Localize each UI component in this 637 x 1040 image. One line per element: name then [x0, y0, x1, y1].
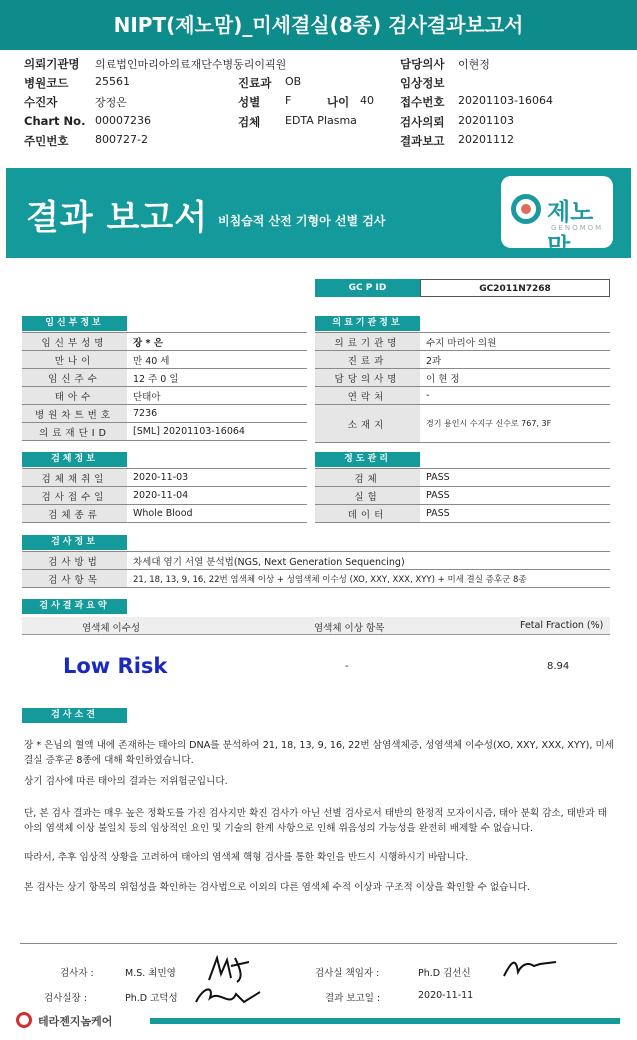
- dept-value: OB: [285, 75, 302, 88]
- row-label: 의료재단ID: [22, 423, 127, 441]
- row-value: 2020-11-04: [127, 487, 307, 505]
- footer-bar: [150, 1018, 620, 1024]
- table-row: [315, 469, 610, 487]
- specimen-label: 검체: [238, 115, 261, 129]
- row-value: 21, 18, 13, 9, 16, 22번 염색체 이상 + 성염색체 이수성 (XO, XXY, XXX, XYY) + 미세 결실 증후군 8종: [127, 570, 610, 588]
- receipt-label: 접수번호: [400, 95, 445, 109]
- row-label: 검사접수일: [22, 487, 127, 505]
- row-value: 장 * 은: [127, 333, 307, 351]
- findings-paragraph: 상기 검사에 따른 태아의 결과는 저위험군입니다.: [24, 776, 228, 787]
- lab-chief-signature: [190, 982, 265, 1012]
- row-label: 진료과: [315, 351, 420, 369]
- findings-paragraph: 장 * 은님의 혈액 내에 존재하는 태아의 DNA를 분석하여 21, 18, 13, 9, 16, 22번 삼염색체증, 성염색체 이수성(XO, XXY, XXX, XYY), 미세 결실 증후군 8종에 대해 확인하였습니다.: [24, 740, 614, 766]
- table-row: [22, 333, 307, 351]
- table-row: [315, 487, 610, 505]
- row-label: 병원차트번호: [22, 405, 127, 423]
- teragen-logo-icon: [16, 1012, 32, 1028]
- table-row: [22, 469, 307, 487]
- qc-tab: 정도관리: [315, 452, 420, 467]
- request-date-value: 20201103: [458, 114, 514, 127]
- table-row: [22, 487, 307, 505]
- summary-col-fetal-fraction: Fetal Fraction (%): [520, 620, 604, 631]
- row-value: 만 40 세: [127, 351, 307, 369]
- header-info: [0, 52, 637, 160]
- row-label: 임신부성명: [22, 333, 127, 351]
- pregnant-info-table: [22, 332, 307, 441]
- chart-label: Chart No.: [24, 114, 86, 128]
- qc-table: [315, 468, 610, 523]
- patient-value: 장정은: [95, 96, 127, 109]
- lab-manager-name: Ph.D 김선신: [418, 968, 471, 979]
- logo-subtext: GENOMOM: [551, 224, 604, 232]
- report-date-value: 2020-11-11: [418, 990, 474, 1001]
- lab-chief-name: Ph.D 고덕성: [125, 993, 178, 1004]
- test-info-tab: 검사정보: [22, 535, 127, 550]
- row-value: 12 주 0 일: [127, 369, 307, 387]
- sex-value: F: [285, 94, 292, 107]
- row-value: 2020-11-03: [127, 469, 307, 487]
- table-row: [22, 387, 307, 405]
- summary-tab: 검사결과요약: [22, 599, 127, 614]
- specimen-value: EDTA Plasma: [285, 114, 357, 127]
- report-date-label: 결과보고: [400, 134, 445, 148]
- findings-tab: 검사소견: [22, 708, 127, 723]
- row-value: -: [420, 387, 610, 405]
- specimen-info-tab: 검체정보: [22, 452, 127, 467]
- report-title: NIPT(제노맘)_미세결실(8종) 검사결과보고서: [0, 0, 637, 50]
- company-name: 테라젠지놈케어: [38, 1015, 113, 1028]
- table-row: [22, 552, 610, 570]
- row-value: 7236: [127, 405, 307, 423]
- banner-title: 결과 보고서: [26, 198, 209, 238]
- row-value: 2과: [420, 351, 610, 369]
- age-label: 나이: [327, 95, 350, 109]
- table-row: [22, 405, 307, 423]
- id-label: 주민번호: [24, 134, 69, 148]
- tester-label: 검사자 :: [60, 968, 94, 979]
- table-row: [22, 351, 307, 369]
- report-date-label: 결과 보고일 :: [325, 993, 381, 1004]
- doctor-label: 담당의사: [400, 57, 445, 71]
- row-label: 의료기관명: [315, 333, 420, 351]
- gcpid-value: GC2011N7268: [420, 279, 610, 297]
- summary-col-abnormal: 염색체 이상 항목: [314, 623, 385, 634]
- table-row: [315, 333, 610, 351]
- table-row: [22, 369, 307, 387]
- row-label: 태아수: [22, 387, 127, 405]
- patient-label: 수진자: [24, 95, 58, 109]
- report-date-value: 20201112: [458, 133, 514, 146]
- clinical-info-label: 임상정보: [400, 76, 445, 90]
- row-label: 데이터: [315, 505, 420, 523]
- tester-name: M.S. 최민영: [125, 968, 176, 979]
- row-value: PASS: [420, 505, 610, 523]
- findings-paragraph: 단, 본 검사 결과는 매우 높은 정확도를 가진 검사지만 확진 검사가 아닌 선별 검사로서 태반의 한정적 모자이시즘, 태아 분획 감소, 태반과 태아의 염색체 이상 불일치 등의 임상적인 요인 및 기술의 한계 사항으로 인해 위음성의 가능성을 완전히 배제할 수 없습니다.: [24, 808, 607, 834]
- row-label: 소재지: [315, 405, 420, 443]
- result-fetal-fraction: 8.94: [547, 661, 570, 672]
- sex-label: 성별: [238, 95, 261, 109]
- row-label: 연락처: [315, 387, 420, 405]
- row-label: 검사항목: [22, 570, 127, 588]
- row-label: 담당의사명: [315, 369, 420, 387]
- row-value: PASS: [420, 487, 610, 505]
- summary-header: [22, 617, 610, 635]
- row-value: 이 현 정: [420, 369, 610, 387]
- row-value: Whole Blood: [127, 505, 307, 523]
- institution-info-tab: 의료기관정보: [315, 316, 420, 331]
- summary-col-aneuploidy: 염색체 이수성: [82, 623, 141, 634]
- row-value: 수지 마리아 의원: [420, 333, 610, 351]
- banner-subtitle: 비침습적 산전 기형아 선별 검사: [218, 214, 386, 228]
- row-label: 검체종류: [22, 505, 127, 523]
- row-label: 검체: [315, 469, 420, 487]
- genomom-logo-icon: [511, 194, 541, 224]
- row-label: 검체채취일: [22, 469, 127, 487]
- hospital-code-label: 병원코드: [24, 76, 69, 90]
- dept-label: 진료과: [238, 76, 272, 90]
- signature-divider: [20, 943, 617, 944]
- institution-label: 의뢰기관명: [24, 57, 80, 71]
- tester-signature: [205, 952, 255, 986]
- table-row: [22, 505, 307, 523]
- result-banner: [6, 168, 631, 261]
- table-row: [315, 369, 610, 387]
- hospital-code-value: 25561: [95, 75, 130, 88]
- table-row: [315, 351, 610, 369]
- table-row: [315, 387, 610, 405]
- row-value: 단태아: [127, 387, 307, 405]
- row-value: [SML] 20201103-16064: [127, 423, 307, 441]
- row-label: 검사방법: [22, 552, 127, 570]
- lab-chief-label: 검사실장 :: [44, 993, 87, 1004]
- table-row: [22, 423, 307, 441]
- pregnant-info-tab: 임신부정보: [22, 316, 127, 331]
- findings-paragraph: 본 검사는 상기 항목의 위험성을 확인하는 검사법으로 이외의 다른 염색체 수적 이상과 구조적 이상을 확인할 수 없습니다.: [24, 882, 530, 893]
- request-date-label: 검사의뢰: [400, 115, 445, 129]
- genomom-logo: [501, 176, 613, 261]
- age-value: 40: [360, 94, 374, 107]
- id-value: 800727-2: [95, 133, 148, 146]
- table-row: [315, 505, 610, 523]
- doctor-value: 이현정: [458, 58, 490, 71]
- findings-paragraph: 따라서, 추후 임상적 상황을 고려하여 태아의 염색체 핵형 검사를 통한 확인을 반드시 시행하시기 바랍니다.: [24, 852, 469, 863]
- table-row: [22, 570, 610, 588]
- lab-manager-label: 검사실 책임자 :: [315, 968, 380, 979]
- chart-value: 00007236: [95, 114, 151, 127]
- result-abnormal: -: [345, 661, 349, 672]
- row-value: 차세대 염기 서열 분석법(NGS, Next Generation Sequencing): [127, 552, 610, 570]
- receipt-value: 20201103-16064: [458, 94, 553, 107]
- logo-text: 제노맘: [547, 198, 594, 261]
- row-value: 경기 용인시 수지구 신수로 767, 3F: [420, 405, 610, 443]
- gcpid-label: GC P ID: [315, 279, 420, 297]
- specimen-info-table: [22, 468, 307, 523]
- result-risk: Low Risk: [63, 654, 168, 678]
- lab-manager-signature: [500, 954, 560, 982]
- table-row: [315, 405, 610, 443]
- row-label: 임신주수: [22, 369, 127, 387]
- row-label: 실험: [315, 487, 420, 505]
- row-value: PASS: [420, 469, 610, 487]
- test-info-table: [22, 551, 610, 588]
- institution-info-table: [315, 332, 610, 443]
- row-label: 만나이: [22, 351, 127, 369]
- institution-value: 의료법인마리아의료재단수병동리이괵원: [95, 58, 287, 71]
